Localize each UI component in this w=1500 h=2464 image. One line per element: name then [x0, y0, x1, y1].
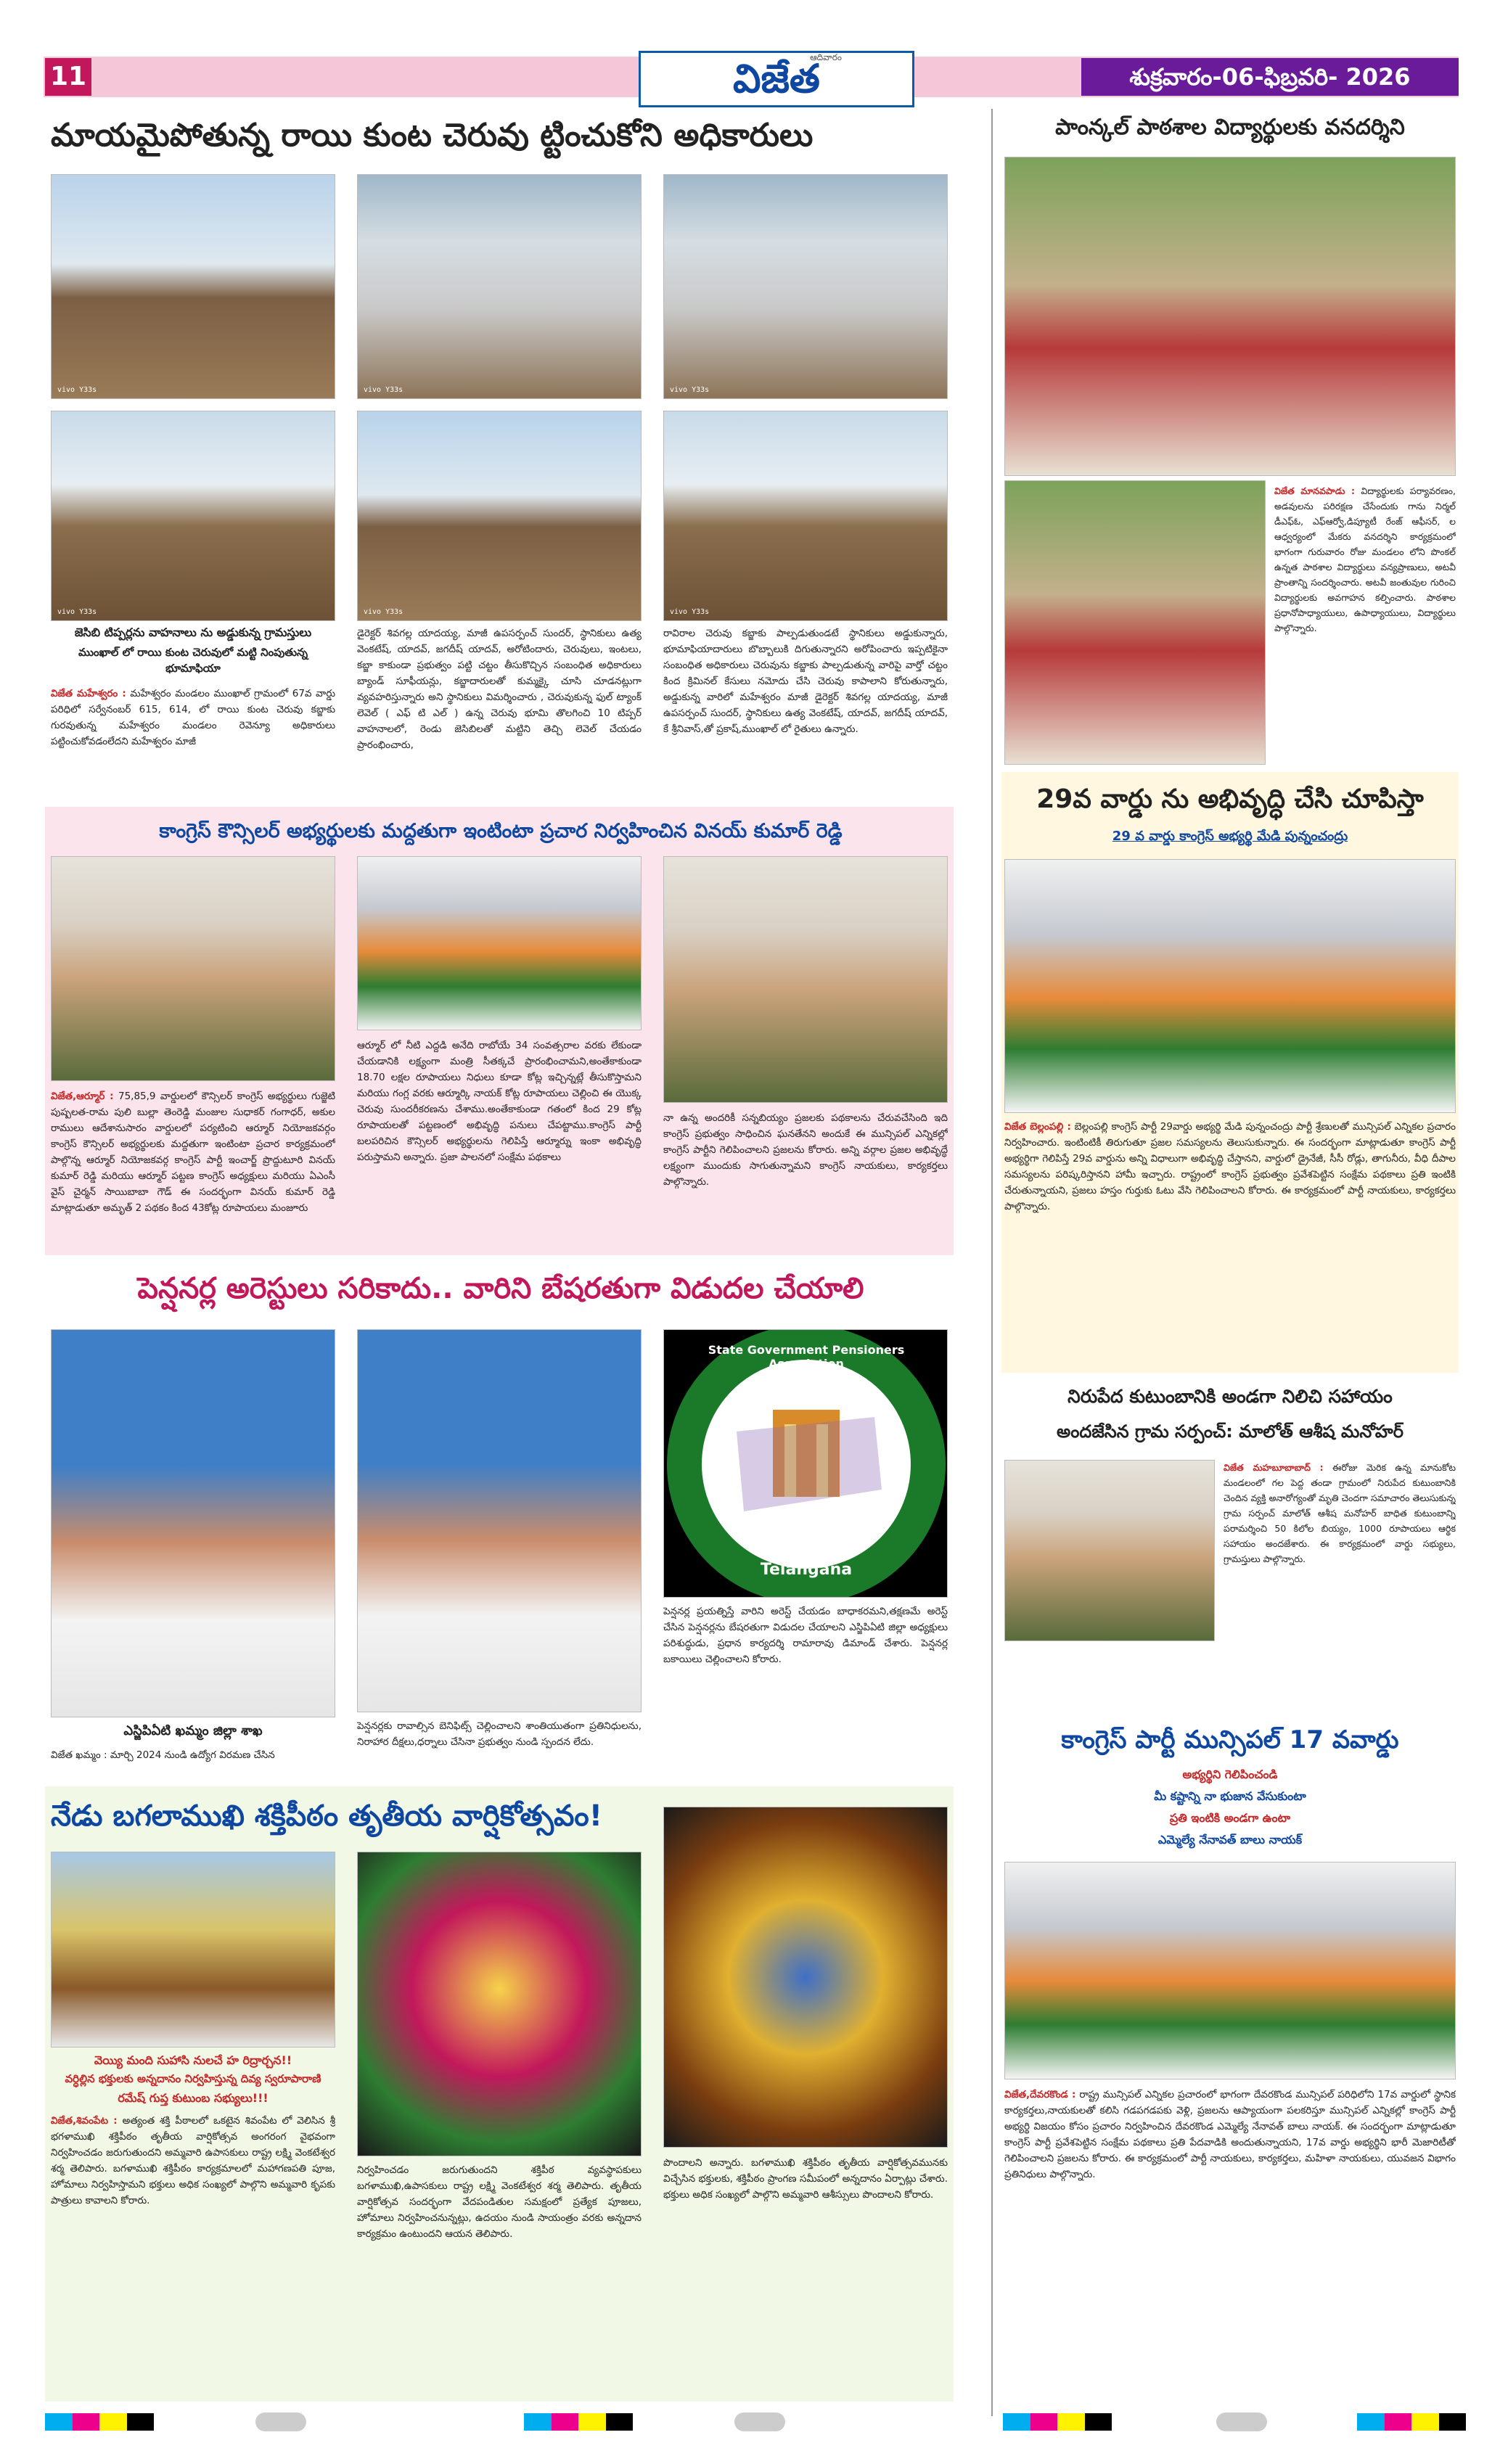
- emblem-text-top: State Government Pensioners Association: [708, 1343, 905, 1371]
- column-divider: [991, 109, 993, 2416]
- story1-photo-6: vivo Y33s: [663, 411, 948, 621]
- story2-photo-3: [663, 856, 948, 1103]
- registration-pill-2: [734, 2412, 785, 2431]
- story7-headline-line1: నిరుపేద కుటుంబానికి అండగా నిలిచి సహాయం: [1067, 1386, 1393, 1407]
- story4-headline: నేడు బగలాముఖి శక్తిపీఠం తృతీయ వార్షికోత్సవం!: [51, 1799, 602, 1833]
- story5-column-1: విజేత మానవపాడు : విద్యార్థులకు పర్యావరణం, అడవులను పరిరక్షణ చేసేందుకు గాను నిర్మల్ డీఎఫ్ఓ, ఎఫ్ఆర్వో,డిప్యూటీ రేంజ్ ఆఫీసర్, ల ఆధ్వర్యంలో మేకరు వనదర్శిని కార్యక్రమంలో భాగంగా గురువారం రోజు మండలం లోని పొంకల్ ఉన్నత పాఠశాల విద్యార్థులు వన్యప్రాణులు, అటవీ ప్రాంతాన్ని సందర్శించారు. అటవీ జంతువుల గురించి విద్యార్థులకు అవగాహన కల్పించారు. పాఠశాల ప్రధానోపాధ్యాయులు, ఉపాధ్యాయులు, విద్యార్థులు పాల్గొన్నారు.: [1274, 485, 1456, 633]
- story4-photo-shrine: [663, 1807, 948, 2148]
- story4-caption-3: రమేష్ గుప్త కుటుంబ సభ్యులు!!!: [118, 2091, 269, 2105]
- cmyk-bar-1: [45, 2413, 154, 2431]
- story7-headline-line2: అందజేసిన గ్రామ సర్పంచ్: మాలోత్ ఆశీష మనోహర్: [1057, 1421, 1403, 1442]
- story8-sub-4: ఎమ్మెల్యే నేనావత్ బాలు నాయక్: [1157, 1833, 1303, 1847]
- story4-dateline: విజేత,శివంపేట :: [51, 2115, 118, 2127]
- newspaper-logo: విజేత: [639, 51, 914, 107]
- story3-portrait-1: [51, 1329, 335, 1717]
- pensioners-association-emblem: [663, 1329, 948, 1598]
- story5-photo-2: [1004, 480, 1266, 765]
- story6-column-1: విజేత బెల్లంపల్లి : బెల్లంపల్లి కాంగ్రెస్ పార్టీ 29వార్డు అభ్యర్థి మేడి పున్నంచంద్రు పార్టీ శ్రేణులతో మున్సిపల్ ఎన్నికల ప్రచారం నిర్వహించారు. ఇంటింటికీ తిరుగుతూ ప్రజల సమస్యలను తెలుసుకున్నారు. ఈ సందర్భంగా మాట్లాడుతూ కాంగ్రెస్ పార్టీ అభ్యర్థిగా గెలిపిస్తే 29వ వార్డును అన్ని విధాలుగా అభివృద్ధి చేస్తానని, వార్డులో డ్రైనేజీ, సీసీ రోడ్లు, తాగునీరు, వీధి దీపాల సమస్యలను పరిష్కరిస్తానని హామీ ఇచ్చారు. రాష్ట్రంలో కాంగ్రెస్ ప్రభుత్వం ప్రవేశపెట్టిన సంక్షేమ పథకాలు ప్రతి ఇంటికి చేరుతున్నాయని, ప్రజలు హస్తం గుర్తుకు ఓటు వేసి గెలిపించాలని కోరారు. ఈ కార్యక్రమంలో పార్టీ నాయకులు, కార్యకర్తలు పాల్గొన్నారు.: [1004, 1121, 1456, 1212]
- page-number: 11: [45, 58, 91, 96]
- story6-dateline: విజేత బెల్లంపల్లి :: [1004, 1121, 1071, 1133]
- story1-column-2: డైరెక్టర్ శివగల్ల యాదయ్య, మాజీ ఉపసర్పంచ్ సుందర్, స్థానికులు ఉత్య వెంకటేష్, యాదవ్, జగదీష్ యాదవ్, అరోటిందారు, చెరువులు, ఇంటలు, కబ్జా కాకుండా ప్రభుత్వం పట్టి చట్టం తీసుకొచ్చిన సంబంధిత అధికారులు బ్యాండ్ సూఫీయన్లు, కబ్జాదారులతో కుమ్మక్కై చూసి చూడనట్లుగా వ్యవహరిస్తున్నారు అని స్థానికులు విమర్శించారు , చెరువుకున్న ఫుల్ ట్యాంక్ లెవెల్ ( ఎఫ్ టి ఎల్ ) ఉన్న చెరువు భూమి తొలగించి 10 టిప్పర్ వాహనాలలో, రెండు జెసిబిలతో మట్టిని తెచ్చి లెవెల్ చేయడం ప్రారంభించారు,: [357, 628, 642, 751]
- story3-caption: ఎస్జిపిఏటి ఖమ్మం జిల్లా శాఖ: [123, 1723, 263, 1738]
- story4-column-1: విజేత,శివంపేట : అత్యంత శక్తి పీఠాలలో ఒకటైన శివంపేట లో వెలిసిన శ్రీ భగళాముఖి శక్తిపీఠం తృతీయ వార్షికోత్సవ అంగరంగ వైభవంగా నిర్వహించడం జరుగుతుందని అమ్మవారి ఉపాసకులు రాష్ట్ర లక్ష్మి వెంకటేశ్వర శర్మ తెలిపారు. బగళాముఖి శక్తిపీఠం కార్యక్రమాలలో మహాగణపతి పూజ, హోమాలు నిర్వహిస్తామని భక్తులు అధిక సంఖ్యలో పాల్గొని అమ్మవారి కృపకు పాత్రులు కావాలని కోరారు.: [51, 2115, 335, 2206]
- story8-photo: [1004, 1862, 1456, 2079]
- story1-photo-5: vivo Y33s: [357, 411, 642, 621]
- story4-photo-temple: [51, 1852, 335, 2048]
- story7-column-1: విజేత మహబూబాబాద్ : ఈరోజు మెరిక ఉన్న మానుకోట మండలంలో గల పెద్ద తండా గ్రామంలో నిరుపేద కుటుంబానికి చెందిన వ్యక్తి అనారోగ్యంతో మృతి చెందగా సమాచారం తెలుసుకున్న గ్రామ సర్పంచ్ మాలోత్ ఆశీష మనోహర్ బాధిత కుటుంబాన్ని పరామర్శించి 50 కిలోల బియ్యం, 1000 రూపాయలు ఆర్థిక సహాయం అందజేశారు. ఈ కార్యక్రమంలో వార్డు సభ్యులు, గ్రామస్తులు పాల్గొన్నారు.: [1224, 1462, 1456, 1564]
- story1-photo-1: vivo Y33s: [51, 174, 335, 399]
- story1-photo-2: vivo Y33s: [357, 174, 642, 399]
- story8-headline: కాంగ్రెస్ పార్టీ మున్సిపల్ 17 వవార్డు: [1061, 1725, 1399, 1754]
- story2-photo-2: [357, 856, 642, 1030]
- story4-column-3: పొందాలని అన్నారు. బగళాముఖి శక్తిపీఠం తృతీయ వార్షికోత్సవమునకు విచ్చేసిన భక్తులకు, శక్తిపీఠం ప్రాంగణ సమీపంలో అన్నదానం ఏర్పాట్లు చేశారు. భక్తులు అధిక సంఖ్యలో పాల్గొని అమ్మవారి ఆశీస్సులు పొందాలని కోరారు.: [663, 2157, 948, 2201]
- registration-pill-3: [1216, 2412, 1267, 2431]
- story6-subhead: 29 వ వార్డు కాంగ్రెస్ అభ్యర్థి మేడి పున్నంచంద్రు: [1112, 829, 1348, 844]
- story5-dateline: విజేత మానవపాడు :: [1274, 485, 1356, 496]
- story3-column-1: విజేత ఖమ్మం : మార్చి 2024 నుండి ఉద్యోగ విరమణ చేసిన: [51, 1749, 275, 1761]
- story7-dateline: విజేత మహబూబాబాద్ :: [1224, 1462, 1324, 1473]
- story8-sub-3: ప్రతి ఇంటికి అండగా ఉంటా: [1169, 1811, 1291, 1825]
- story1-photo-3: vivo Y33s: [663, 174, 948, 399]
- story4-caption-1: వెయ్యి మంది సుహాసి నులచే హ రిద్రార్చన!!: [94, 2053, 292, 2067]
- story6-headline: 29వ వార్డు ను అభివృద్ధి చేసి చూపిస్తా: [1036, 784, 1424, 814]
- story8-sub-1: అభ్యర్థిని గెలిపించండి: [1182, 1767, 1278, 1781]
- cmyk-bar-2: [524, 2413, 633, 2431]
- story3-portrait-2: [357, 1329, 642, 1712]
- story5-photo-1: [1004, 157, 1456, 476]
- emblem-text-bottom: Telangana: [760, 1561, 853, 1579]
- story1-column-3: రావిరాల చెరువు కబ్జాకు పాల్పడుతుండటే స్థానికులు అడ్డుకున్నారు, భూమాఫియాదారులు బొబ్బాలుకి దిగుతున్నారని అరోపించారు ఇప్పటికైనా సంబంధిత అధికారులు చెరువును కబ్జాకు పాల్పడుతున్న వారిపై వార్తో చట్టం కింద క్రిమినల్ కేసులు నమోదు చేసి చెరువు కాపాలాని కోరుతున్నారు, అడ్డుకున్న వారిలో మహేశ్వరం మాజీ డైరెక్టర్ శివగల్ల యాదయ్య, మాజీ ఉపసర్పంచ్ సుందర్, స్థానికులు ఉత్య వెంకటేష్, యాదవ్, జగదీష్ యాదవ్, కే శ్రీనివాస్,తో ప్రకాష్,ముంఖాల్ లో రైతులు ఉన్నారు.: [663, 628, 948, 735]
- story8-dateline: విజేత,దేవరకొండ :: [1004, 2089, 1076, 2100]
- registration-pill-1: [255, 2412, 306, 2431]
- story2-dateline: విజేత,ఆర్మూర్ :: [51, 1091, 114, 1102]
- story2-column-2: ఆర్మూర్ లో నీటి ఎద్దడి అనేది రాబోయే 34 సంవత్సరాల వరకు లేకుండా చేయడానికి లక్ష్యంగా మంత్రి సీతక్కచే ప్రారంభించామని,అంతేకాకుండా 18.70 లక్షల రూపాయలు నిధులు కూడా కోట్ల ఇచ్చిన్నట్లే తీసుకొస్తామని మరియు గంగ్ల వరకు ఆర్మూర్కి నాయక్ కోట్ల రూపాయలు చెల్లించి ఈ యొక్క చెరువు సుందరీకరణను చేశాము.అంతేకాకుండా గతంలో కింద 29 కోట్ల రూపాయలతో పట్టణంలో అభివృద్ధి పనులు చేపట్టాము.కాంగ్రెస్ పార్టీ బలపరిచిన కౌన్సిలర్ అభ్యర్థులను గెలిపిస్తే ఆర్మూర్ను ఇంకా అభివృద్ధి పరుస్తామని అన్నారు. ప్రజా పాలనలో సంక్షేమ పథకాలు: [357, 1040, 642, 1163]
- story3-headline: పెన్షనర్ల అరెస్టులు సరికాదు.. వారిని బేషరతుగా విడుదల చేయాలి: [137, 1272, 864, 1305]
- story4-column-2: నిర్వహించడం జరుగుతుందని శక్తిపీఠ వ్యవస్థాపకులు బగళాముఖి,ఉపాసకులు రాష్ట్ర లక్ష్మి వెంకటేశ్వర శర్మ తెలిపారు. తృతీయ వార్షికోత్సవ సందర్భంగా వేదపండితుల సమక్షంలో ప్రత్యేక పూజలు, హోమాలు నిర్వహించనున్నట్లు, ఉదయం నుండి సాయంత్రం వరకు అన్నదాన కార్యక్రమం ఉంటుందని ఆయన తెలిపారు.: [357, 2164, 642, 2240]
- story8-sub-2: మీ కష్టాన్ని నా భుజాన వేసుకుంటా: [1154, 1789, 1306, 1803]
- story1-headline: మాయమైపోతున్న రాయి కుంట చెరువు ట్టించుకోని అధికారులు: [51, 117, 813, 154]
- logo-subtext: ఆదివారం: [810, 52, 842, 62]
- story1-caption-1: జెసిబి టిప్పర్లను వాహనాలు ను అడ్డుకున్న గ్రామస్తులు: [74, 625, 312, 639]
- cmyk-bar-4: [1357, 2413, 1466, 2431]
- story1-dateline: విజేత మహేశ్వరం :: [51, 688, 126, 699]
- story1-photo-4: vivo Y33s: [51, 411, 335, 621]
- story7-photo: [1004, 1460, 1215, 1641]
- story2-column-1: విజేత,ఆర్మూర్ : 75,85,9 వార్డులలో కౌన్సిలర్ కాంగ్రెస్ అభ్యర్థులు గుజ్జెటి పుష్పలత-రామ పులి బుల్లా తెంరెడ్డి మంజుల సుధాకర్ గంగాధర్, అకుల రాములు ఆదేశానుసారం వార్డులలో పర్యటించి ఆర్మూర్ నియోజకవర్గం కాంగ్రెస్ కౌన్సిలర్ అభ్యర్థులకు మద్దతుగా ఇంటింటా ప్రచార కార్యక్రమంలో పాల్గొన్న ఆర్మూర్ నియోజకవర్గ కాంగ్రెస్ పార్టీ ఇంచార్జ్ ప్రొద్దుటూరి వినయ్ కుమార్ రెడ్డి మరియు ఆర్మూర్ పట్టణ కాంగ్రెస్ అధ్యక్షులు మరియు ఏఎంసీ వైస్ చైర్మన్ సాయిబాబా గౌడ్ ఈ సందర్భంగా వినయ్ కుమార్ రెడ్డి మాట్లాడుతూ అమృత్ 2 పథకం కింద 43కోట్ల రూపాయలు మంజూరు: [51, 1091, 335, 1214]
- story4-photo-deity-poster: [357, 1852, 642, 2156]
- story3-column-3: పెన్షనర్ల ప్రయత్నిస్తే వారిని అరెస్ట్ చేయడం బాధాకరమని,తక్షణమే అరెస్ట్ చేసిన పెన్షనర్లను బేషరతుగా విడుదల చేయాలని ఎస్జిపిఏటి జిల్లా అధ్యక్షులు పరిశుద్ధుడు, ప్రధాన కార్యదర్శి రామారావు డిమాండ్ చేశారు. పెన్షనర్ల బకాయిలు చెల్లించాలని కోరారు.: [663, 1606, 948, 1665]
- story3-column-2: పెన్షనర్లకు రావాల్సిన బెనిఫిట్స్ చెల్లించాలని శాంతియుతంగా ప్రతినిధులను, నిరాహార దీక్షలు,ధర్నాలు చేసినా ప్రభుత్వం నుండి స్పందన లేదు.: [357, 1720, 642, 1748]
- story1-column-1: విజేత మహేశ్వరం : మహేశ్వరం మండలం ముంఖాల్ గ్రామంలో 67వ వార్డు పరిధిలో సర్వేనంబర్ 615, 614, లో రాయి కుంట చెరువు కబ్జాకు గురవుతున్న మహేశ్వరం మండలం రెవెన్యూ అధికారులు పట్టించుకోవడంలేదని మహేశ్వరం మాజీ: [51, 688, 335, 747]
- story1-caption-2: ముంఖాల్ లో రాయి కుంట చెరువులో మట్టి నింపుతున్న భూమాఫియా: [78, 646, 308, 675]
- story2-photo-1: [51, 856, 335, 1081]
- story2-column-3: నా ఉన్న అందరికీ సన్నబియ్యం ప్రజలకు పథకాలను చేరువచేసింది ఇది కాంగ్రెస్ ప్రభుత్వం సాధించిన ఘనతేనని అందుకే ఈ మున్సిపల్ ఎన్నికల్లో కాంగ్రెస్ పార్టీని గెలిపించాలని ప్రజలను కోరారు. అన్ని వర్గాల ప్రజల అభివృద్ధే లక్ష్యంగా ముందుకు సాగుతున్నామని కాంగ్రెస్ నాయకులు, కార్యకర్తలు పాల్గొన్నారు.: [663, 1112, 948, 1188]
- story8-column-1: విజేత,దేవరకొండ : రాష్ట్ర మున్సిపల్ ఎన్నికల ప్రచారంలో భాగంగా దేవరకొండ మున్సిపల్ పరిధిలోని 17వ వార్డులో స్థానిక కార్యకర్తలు,నాయకులతో కలిసి గడపగడపకు వెళ్లి, ప్రజలను ఆప్యాయంగా పలకరిస్తూ మున్సిపల్ ఎన్నికల్లో కాంగ్రెస్ పార్టీ అభ్యర్థి విజయం కోసం ప్రచారం నిర్వహించిన దేవరకొండ ఎమ్మెల్యే నేనావత్ బాలు నాయక్. ఈ సందర్భంగా మాట్లాడుతూ కాంగ్రెస్ పార్టీ ప్రవేశపెట్టిన సంక్షేమ పథకాలు ప్రతి పేదవాడికి అందుతున్నాయని, 17వ వార్డు అభ్యర్థిని భారీ మెజారిటీతో గెలిపించాలని ప్రజలను కోరారు. ఈ కార్యక్రమంలో పార్టీ నాయకులు, కార్యకర్తలు, మహిళా నాయకులు, యువజన విభాగం ప్రతినిధులు పాల్గొన్నారు.: [1004, 2089, 1456, 2180]
- story4-caption-2: వర్ధిల్లిన భక్తులకు అన్నదానం నిర్వహిస్తున్న దివ్య స్వరూపారాణి: [65, 2072, 321, 2085]
- cmyk-bar-3: [1003, 2413, 1112, 2431]
- story6-photo: [1004, 859, 1456, 1113]
- issue-date: శుక్రవారం-06-ఫిబ్రవరి- 2026: [1081, 58, 1459, 96]
- story2-headline: కాంగ్రెస్ కౌన్సిలర్ అభ్యర్థులకు మద్దతుగా ఇంటింటా ప్రచార నిర్వహించిన వినయ్ కుమార్ రెడ్డి: [159, 820, 843, 842]
- story5-headline: పాంన్కల్ పాఠశాల విద్యార్థులకు వనదర్శిని: [1055, 115, 1405, 140]
